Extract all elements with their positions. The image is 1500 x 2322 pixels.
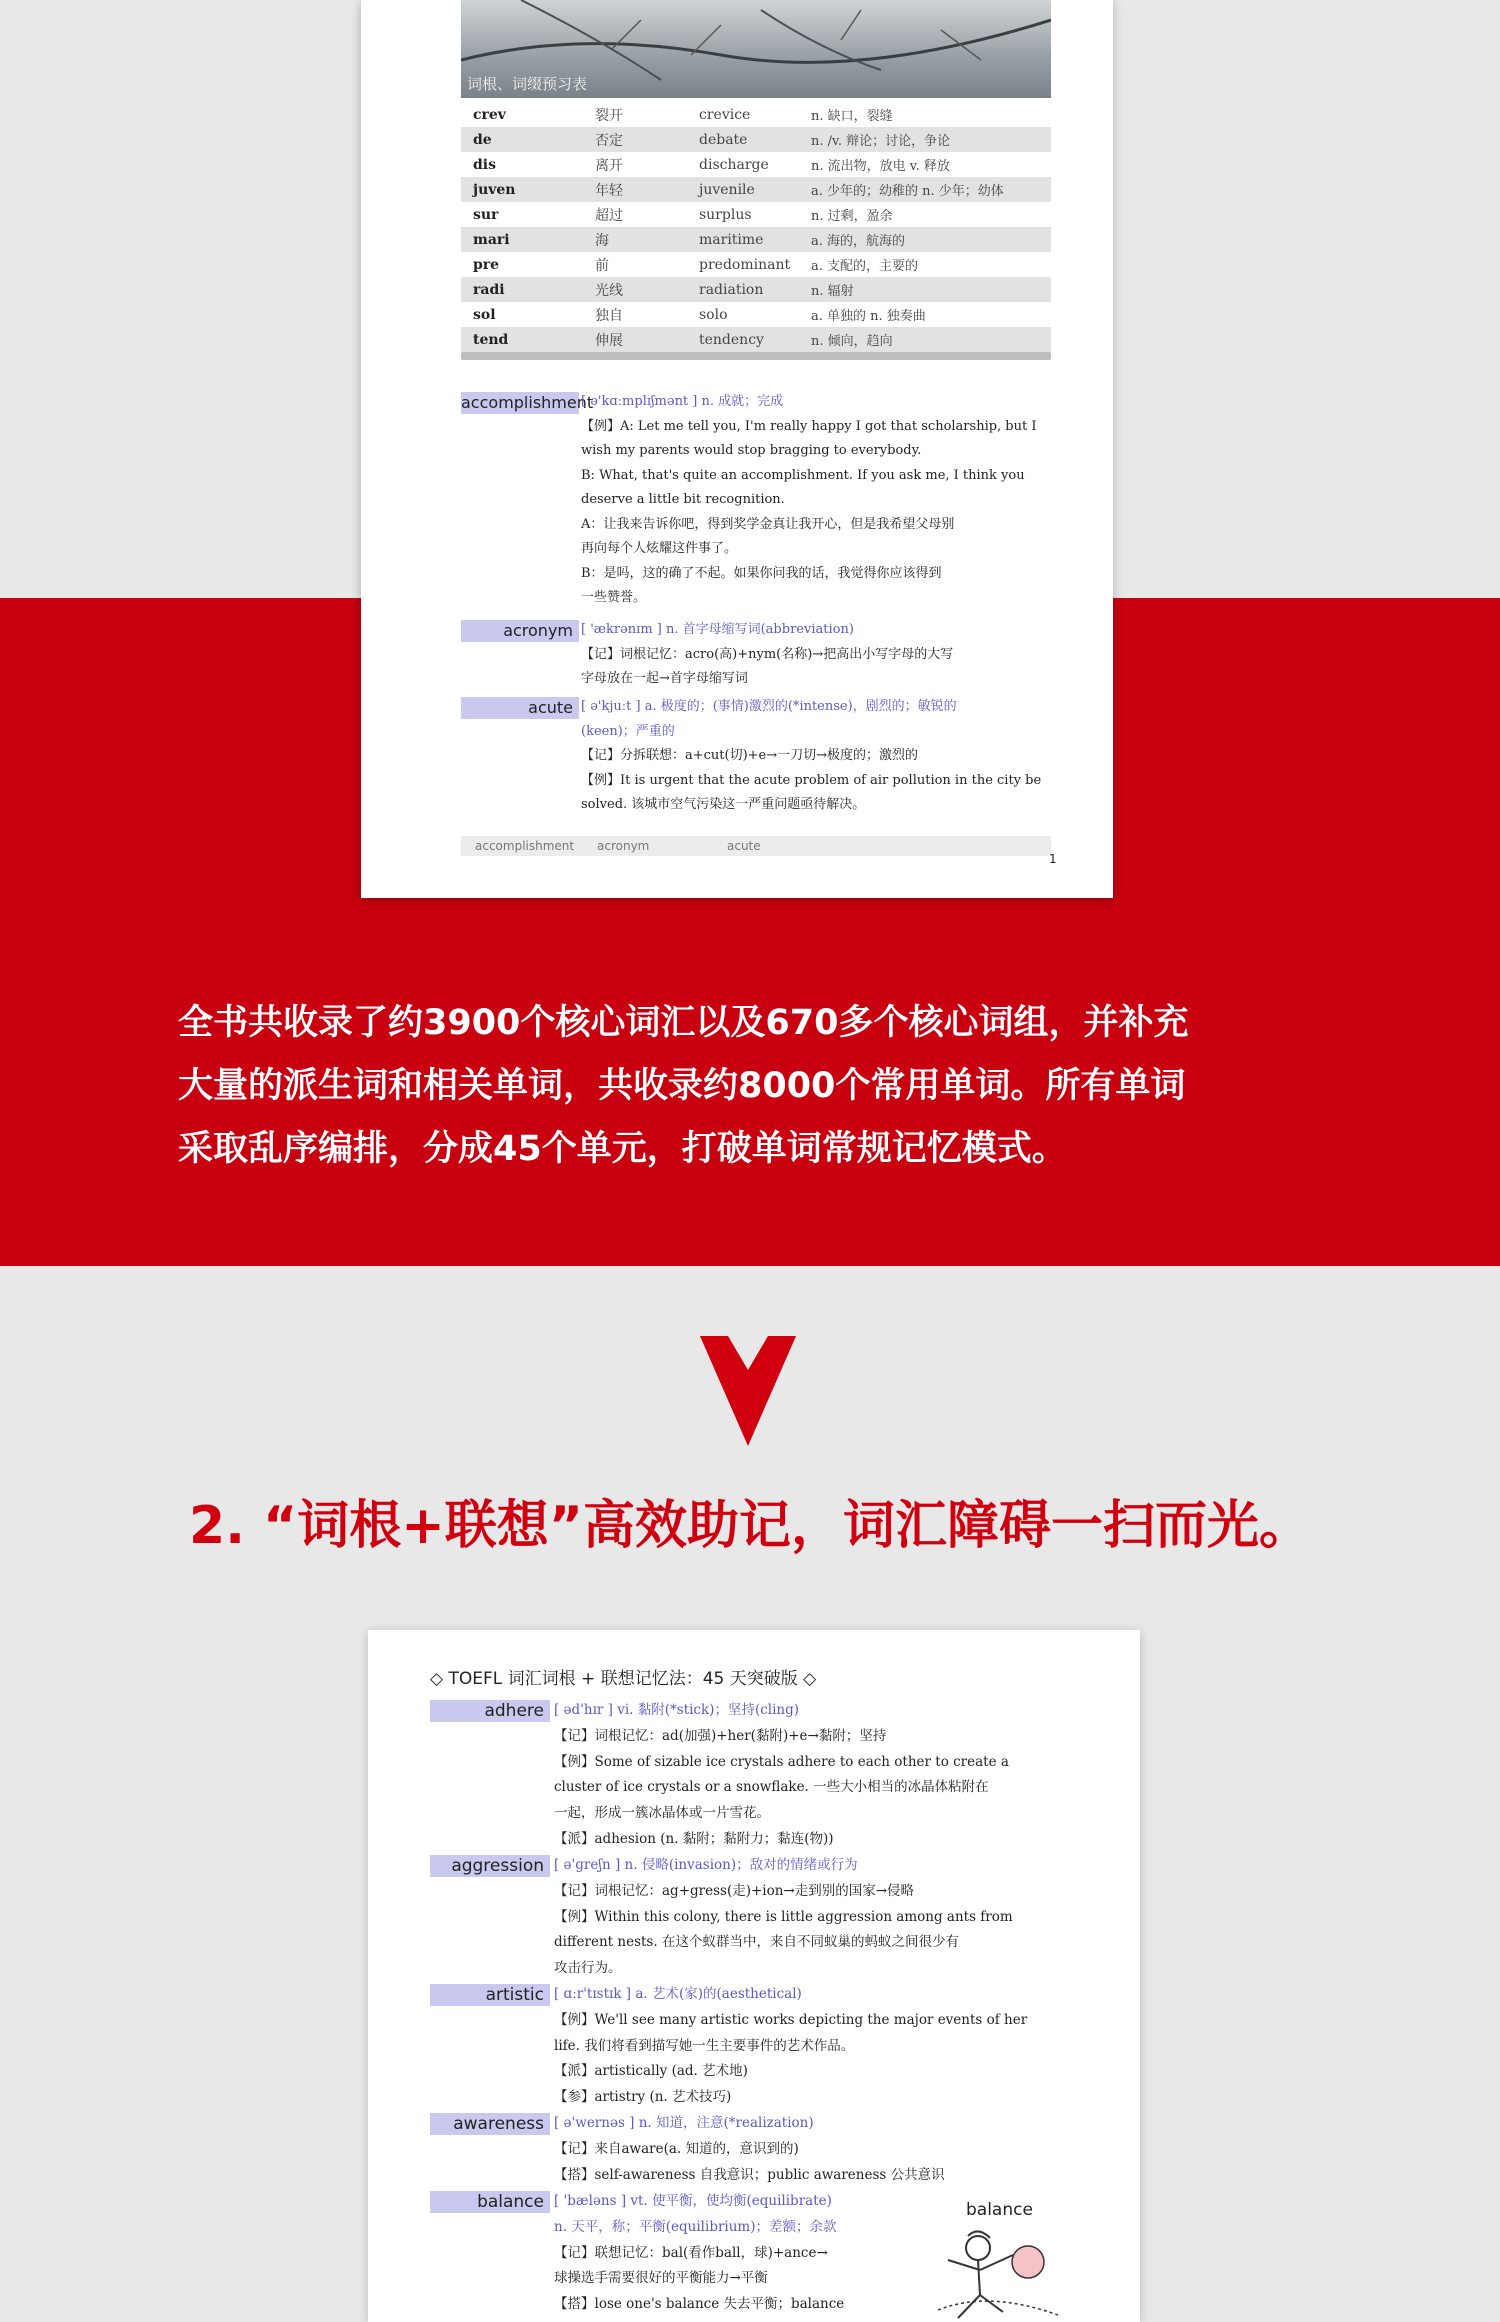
entry-headword: adhere [430, 1700, 550, 1722]
illustration-caption: balance [966, 2200, 1033, 2220]
table-row: sol 独自 solo a. 单独的 n. 独奏曲 [473, 306, 926, 324]
table-row: de 否定 debate n. /v. 辩论；讨论，争论 [461, 127, 1051, 152]
entry-body: [ ə'wernəs ] n. 知道，注意(*realization) 【记】来自aware(a. 知道的，意识到的) 【搭】self-awareness 自我意识；public awareness 公共意识 [554, 2115, 945, 2183]
book-summary: 全书共收录了约3900个核心词汇以及670多个核心词组，并补充 大量的派生词和相关单词，共收录约8000个常用单词。所有单词 采取乱序编排，分成45个单元，打破单词常规记忆模式。 [178, 1003, 1189, 1169]
entry-headword: balance [430, 2191, 550, 2213]
table-row: crev 裂开 crevice n. 缺口，裂缝 [473, 106, 893, 124]
entry-headword: acute [461, 697, 579, 719]
page-footer-index: accomplishment acronym acute [461, 836, 1051, 856]
arrow-notch [728, 1336, 768, 1370]
table-row: dis 离开 discharge n. 流出物，放电 v. 释放 [473, 156, 950, 174]
root-table-title: 词根、词缀预习表 [467, 75, 588, 93]
table-row: tend 伸展 tendency n. 倾向，趋向 [461, 327, 1051, 352]
entry-body: [ əd'hɪr ] vi. 黏附(*stick)；坚持(cling) 【记】词根记忆：ad(加强)+her(黏附)+e→黏附；坚持 【例】Some of sizable ice crystals adhere to each other to create a cluster of ice crystals or a snowflake. 一些大小相当的冰晶体粘附在 一起，形成一簇冰晶体或一片雪花。 【派】adhesion (n. 黏附；黏附力；黏连(物)) [554, 1702, 1009, 1847]
table-row: sur 超过 surplus n. 过剩，盈余 [473, 206, 893, 224]
table-divider [461, 352, 1051, 360]
table-row: juven 年轻 juvenile a. 少年的；幼稚的 n. 少年；幼体 [461, 177, 1051, 202]
running-header: ◇ TOEFL 词汇词根 + 联想记忆法：45 天突破版 ◇ [430, 1669, 817, 1689]
entry-headword: acronym [461, 620, 579, 642]
entry-headword: artistic [430, 1984, 550, 2006]
table-row: mari 海 maritime a. 海的，航海的 [461, 227, 1051, 252]
table-row: pre 前 predominant a. 支配的，主要的 [473, 256, 919, 274]
entry-body: [ ə'kjuːt ] a. 极度的；(事情)激烈的(*intense)，剧烈的；敏锐的 (keen)；严重的 【记】分拆联想：a+cut(切)+e→一刀切→极度的；激烈的 【例】It is urgent that the acute problem of air pollution in the city be solved. 该城市空气污染这一严重问题亟待解决。 [581, 699, 1042, 812]
section-heading: 2. “词根+联想”高效助记，词汇障碍一扫而光。 [189, 1496, 1311, 1556]
entry-headword: aggression [430, 1855, 550, 1877]
entry-body: [ ɑːr'tɪstɪk ] a. 艺术(家)的(aesthetical) 【例】We'll see many artistic works depicting the major events of her life. 我们将看到描写她一生主要事件的艺术作品。 【派】artistically (ad. 艺术地) 【参】artistry (n. 艺术技巧) [554, 1986, 1028, 2106]
root-preview-table [461, 102, 1051, 352]
header-photo [461, 0, 1051, 98]
gymnast-ball-illustration [908, 2200, 1108, 2322]
entry-body: [ ə'kɑːmplɪʃmənt ] n. 成就；完成 【例】A: Let me tell you, I'm really happy I got that scholarship, but I wish my parents would stop bragging to everybody. B: What, that's quite an accomplishment. If you ask me, I think you deserve a little bit recognition. A：让我来告诉你吧，得到奖学金真让我开心，但是我希望父母别 再向每个人炫耀这件事了。 B：是吗，这的确了不起。如果你问我的话，我觉得你应该得到 一些赞誉。 [581, 394, 1037, 605]
entry-headword: accomplishment [461, 393, 594, 412]
book-page-sample-1 [361, 0, 1113, 898]
book-page-sample-2 [368, 1630, 1140, 2322]
entry-headword: awareness [430, 2113, 550, 2135]
entry-body: [ 'ækrənɪm ] n. 首字母缩写词(abbreviation) 【记】词根记忆：acro(高)+nym(名称)→把高出小写字母的大写 字母放在一起→首字母缩写词 [581, 622, 954, 686]
page-number: 1 [1049, 852, 1057, 866]
entry-body: [ 'bæləns ] vt. 使平衡，使均衡(equilibrate) n. 天平，称；平衡(equilibrium)；差额；余款 【记】联想记忆：bal(看作ball，球)+ance→ 球操选手需要很好的平衡能力→平衡 【搭】lose one's balance 失去平衡；balance [554, 2193, 845, 2313]
table-row: radi 光线 radiation n. 辐射 [461, 277, 1051, 302]
entry-body: [ ə'ɡreʃn ] n. 侵略(invasion)；敌对的情绪或行为 【记】词根记忆：ag+gress(走)+ion→走到别的国家→侵略 【例】Within this colony, there is little aggression among ants from different nests. 在这个蚁群当中，来自不同蚁巢的蚂蚁之间很少有 攻击行为。 [554, 1857, 1013, 1977]
